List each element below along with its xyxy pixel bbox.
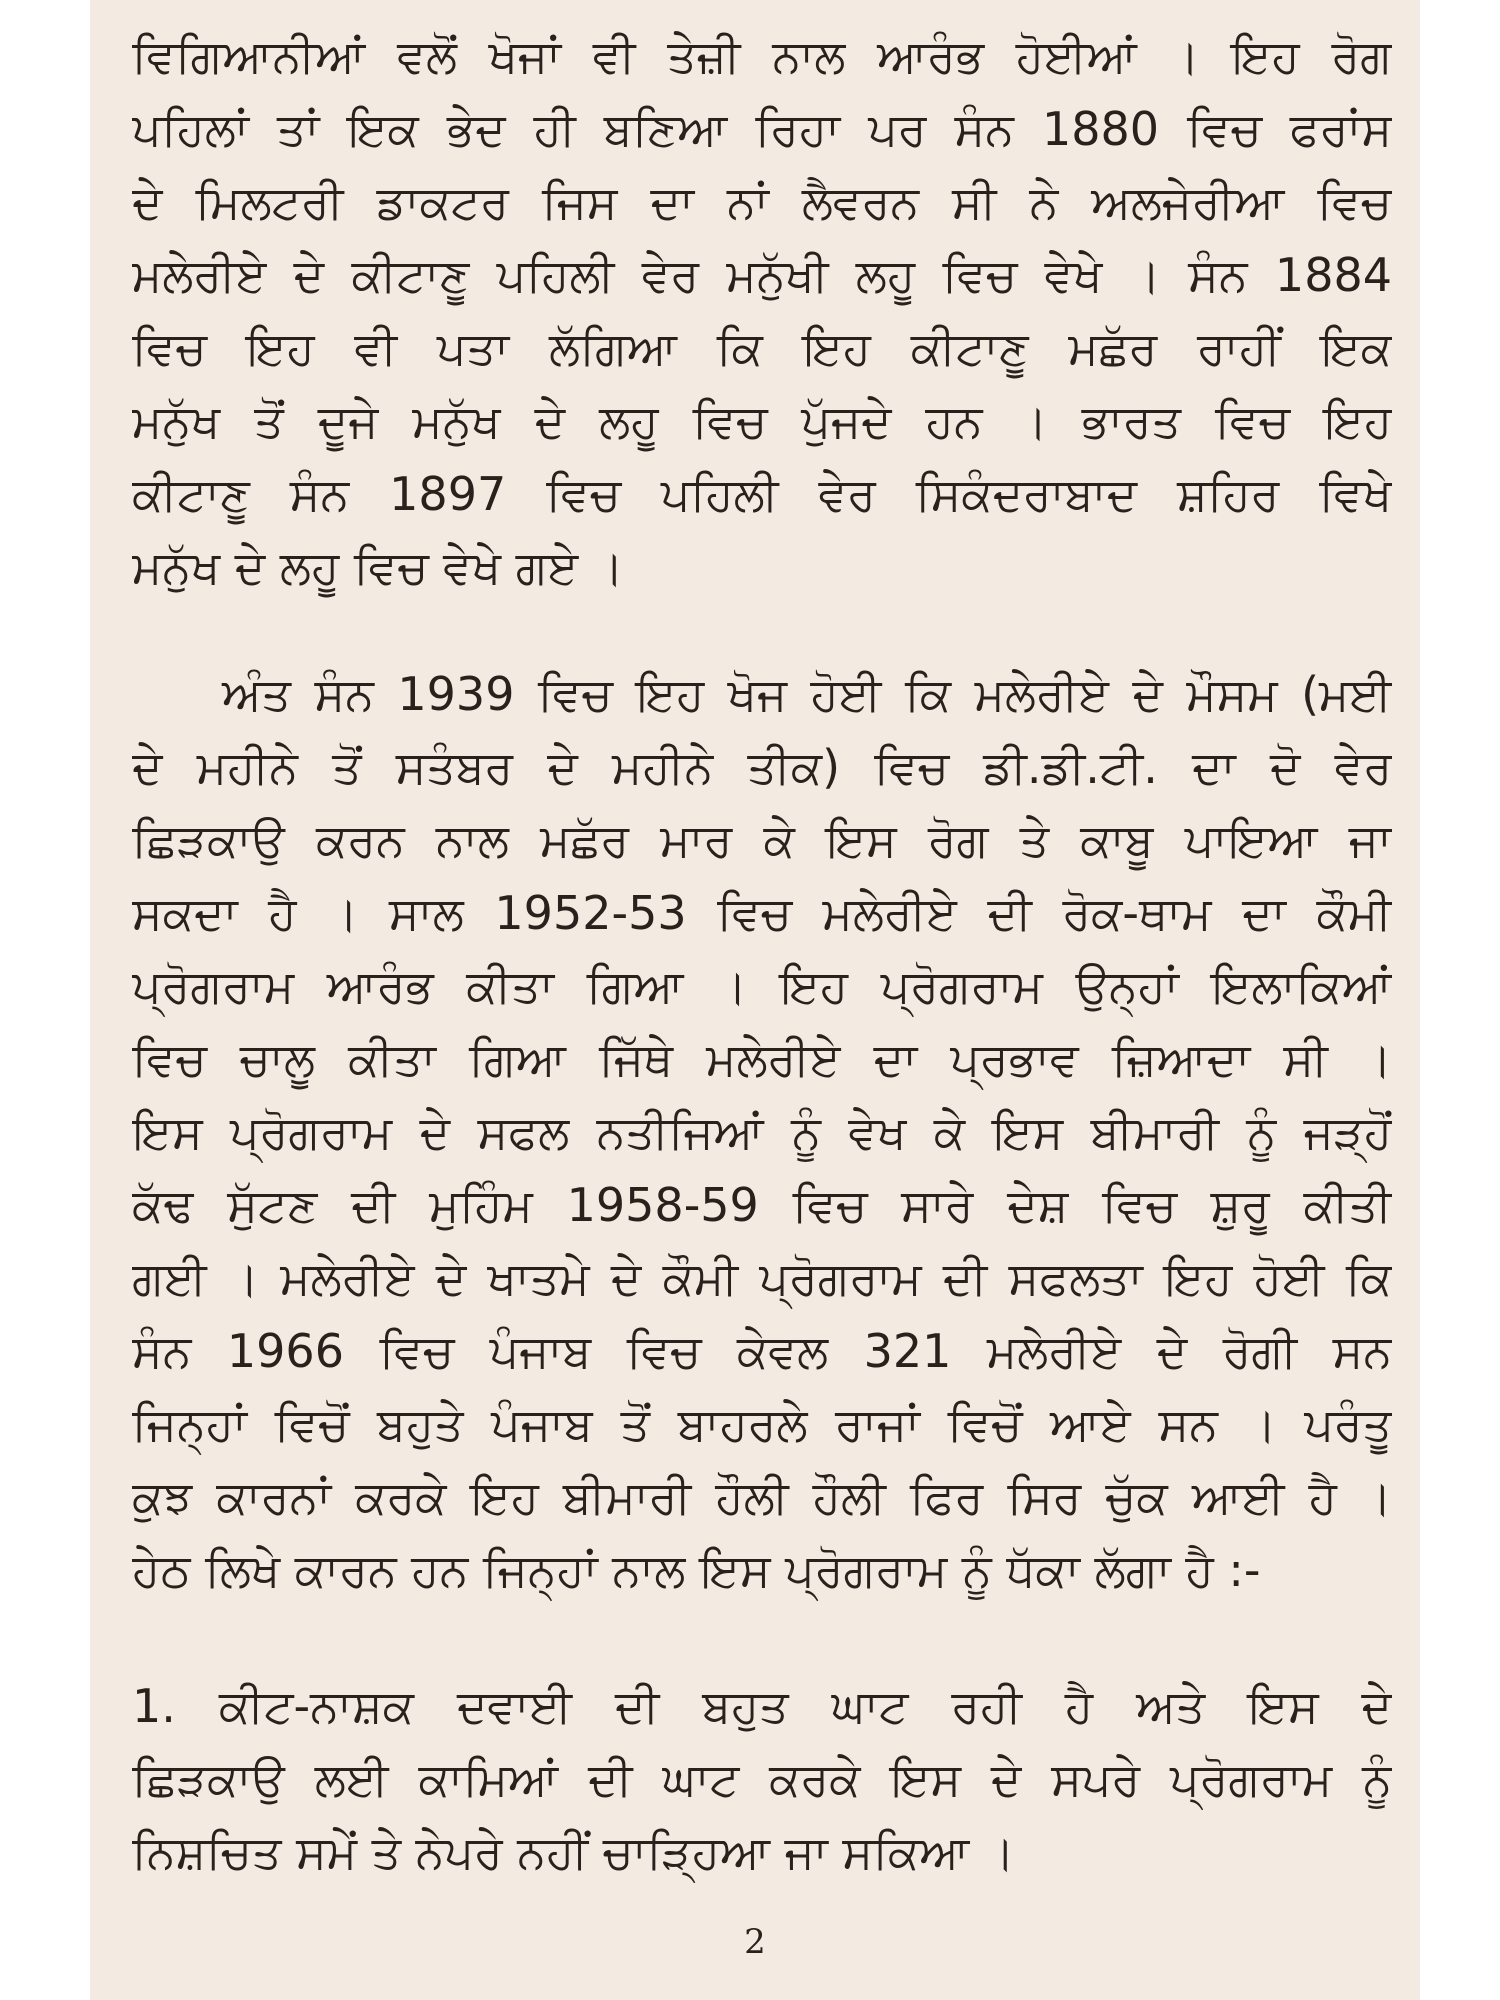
paragraph-2 [132,658,1392,1607]
text-line: ਵਿਚ ਚਾਲੂ ਕੀਤਾ ਗਿਆ ਜਿੱਥੇ ਮਲੇਰੀਏ ਦਾ ਪ੍ਰਭਾਵ ਜ਼ਿਆਦਾ ਸੀ । [132,1032,1392,1086]
text-line: ਹੇਠ ਲਿਖੇ ਕਾਰਨ ਹਨ ਜਿਨ੍ਹਾਂ ਨਾਲ ਇਸ ਪ੍ਰੋਗਰਾਮ ਨੂੰ ਧੱਕਾ ਲੱਗਾ ਹੈ :- [132,1543,1261,1597]
text-line: ਅੰਤ ਸੰਨ 1939 ਵਿਚ ਇਹ ਖੋਜ ਹੋਈ ਕਿ ਮਲੇਰੀਏ ਦੇ ਮੌਸਮ (ਮਈ [222,667,1392,721]
paragraph-1 [132,20,1392,604]
text-line: ਇਸ ਪ੍ਰੋਗਰਾਮ ਦੇ ਸਫਲ ਨਤੀਜਿਆਂ ਨੂੰ ਵੇਖ ਕੇ ਇਸ ਬੀਮਾਰੀ ਨੂੰ ਜੜ੍ਹੋਂ [132,1105,1392,1159]
text-line: ਛਿੜਕਾਉ ਲਈ ਕਾਮਿਆਂ ਦੀ ਘਾਟ ਕਰਕੇ ਇਸ ਦੇ ਸਪਰੇ ਪ੍ਰੋਗਰਾਮ ਨੂੰ [132,1752,1392,1806]
text-line: ਛਿੜਕਾਉ ਕਰਨ ਨਾਲ ਮਛੱਰ ਮਾਰ ਕੇ ਇਸ ਰੋਗ ਤੇ ਕਾਬੂ ਪਾਇਆ ਜਾ [132,813,1392,867]
text-line: ਨਿਸ਼ਚਿਤ ਸਮੇਂ ਤੇ ਨੇਪਰੇ ਨਹੀਂ ਚਾੜ੍ਹਿਆ ਜਾ ਸਕਿਆ । [132,1825,1015,1879]
text-line: ਜਿਨ੍ਹਾਂ ਵਿਚੋਂ ਬਹੁਤੇ ਪੰਜਾਬ ਤੋਂ ਬਾਹਰਲੇ ਰਾਜਾਂ ਵਿਚੋਂ ਆਏ ਸਨ । ਪਰੰਤੂ [132,1397,1392,1451]
text-line: ਕੁਝ ਕਾਰਨਾਂ ਕਰਕੇ ਇਹ ਬੀਮਾਰੀ ਹੌਲੀ ਹੌਲੀ ਫਿਰ ਸਿਰ ਚੁੱਕ ਆਈ ਹੈ । [132,1470,1392,1524]
text-line: ਦੇ ਮਿਲਟਰੀ ਡਾਕਟਰ ਜਿਸ ਦਾ ਨਾਂ ਲੈਵਰਨ ਸੀ ਨੇ ਅਲਜੇਰੀਆ ਵਿਚ [132,175,1392,229]
text-line: ਵਿਚ ਇਹ ਵੀ ਪਤਾ ਲੱਗਿਆ ਕਿ ਇਹ ਕੀਟਾਣੂ ਮਛੱਰ ਰਾਹੀਂ ਇਕ [132,321,1392,375]
text-line: ਵਿਗਿਆਨੀਆਂ ਵਲੋਂ ਖੋਜਾਂ ਵੀ ਤੇਜ਼ੀ ਨਾਲ ਆਰੰਭ ਹੋਈਆਂ । ਇਹ ਰੋਗ [132,29,1392,83]
text-line: ਸੰਨ 1966 ਵਿਚ ਪੰਜਾਬ ਵਿਚ ਕੇਵਲ 321 ਮਲੇਰੀਏ ਦੇ ਰੋਗੀ ਸਨ [132,1324,1392,1378]
text-line: ਕੱਢ ਸੁੱਟਣ ਦੀ ਮੁਹਿੰਮ 1958-59 ਵਿਚ ਸਾਰੇ ਦੇਸ਼ ਵਿਚ ਸ਼ੁਰੂ ਕੀਤੀ [132,1178,1392,1232]
numbered-item-1 [132,1670,1392,1889]
text-line: ਗਈ । ਮਲੇਰੀਏ ਦੇ ਖਾਤਮੇ ਦੇ ਕੌਮੀ ਪ੍ਰੋਗਰਾਮ ਦੀ ਸਫਲਤਾ ਇਹ ਹੋਈ ਕਿ [132,1251,1392,1305]
book-page [90,0,1420,2000]
text-line: ਪ੍ਰੋਗਰਾਮ ਆਰੰਭ ਕੀਤਾ ਗਿਆ । ਇਹ ਪ੍ਰੋਗਰਾਮ ਉਨ੍ਹਾਂ ਇਲਾਕਿਆਂ [132,959,1392,1013]
text-line: ਸਕਦਾ ਹੈ । ਸਾਲ 1952-53 ਵਿਚ ਮਲੇਰੀਏ ਦੀ ਰੋਕ-ਥਾਮ ਦਾ ਕੌਮੀ [132,886,1392,940]
text-line: ਪਹਿਲਾਂ ਤਾਂ ਇਕ ਭੇਦ ਹੀ ਬਣਿਆ ਰਿਹਾ ਪਰ ਸੰਨ 1880 ਵਿਚ ਫਰਾਂਸ [132,102,1392,156]
text-line: ਮਨੁੱਖ ਦੇ ਲਹੂ ਵਿਚ ਵੇਖੇ ਗਏ । [132,540,624,594]
text-line: ਦੇ ਮਹੀਨੇ ਤੋਂ ਸਤੰਬਰ ਦੇ ਮਹੀਨੇ ਤੀਕ) ਵਿਚ ਡੀ.ਡੀ.ਟੀ. ਦਾ ਦੋ ਵੇਰ [132,740,1392,794]
text-line: ਕੀਟਾਣੂ ਸੰਨ 1897 ਵਿਚ ਪਹਿਲੀ ਵੇਰ ਸਿਕੰਦਰਾਬਾਦ ਸ਼ਹਿਰ ਵਿਖੇ [132,467,1392,521]
text-line: 1. ਕੀਟ-ਨਾਸ਼ਕ ਦਵਾਈ ਦੀ ਬਹੁਤ ਘਾਟ ਰਹੀ ਹੈ ਅਤੇ ਇਸ ਦੇ [132,1679,1392,1733]
text-line: ਮਨੁੱਖ ਤੋਂ ਦੂਜੇ ਮਨੁੱਖ ਦੇ ਲਹੂ ਵਿਚ ਪੁੱਜਦੇ ਹਨ । ਭਾਰਤ ਵਿਚ ਇਹ [132,394,1392,448]
page-number: 2 [744,1922,766,1962]
text-line: ਮਲੇਰੀਏ ਦੇ ਕੀਟਾਣੂ ਪਹਿਲੀ ਵੇਰ ਮਨੁੱਖੀ ਲਹੂ ਵਿਚ ਵੇਖੇ । ਸੰਨ 1884 [132,248,1392,302]
